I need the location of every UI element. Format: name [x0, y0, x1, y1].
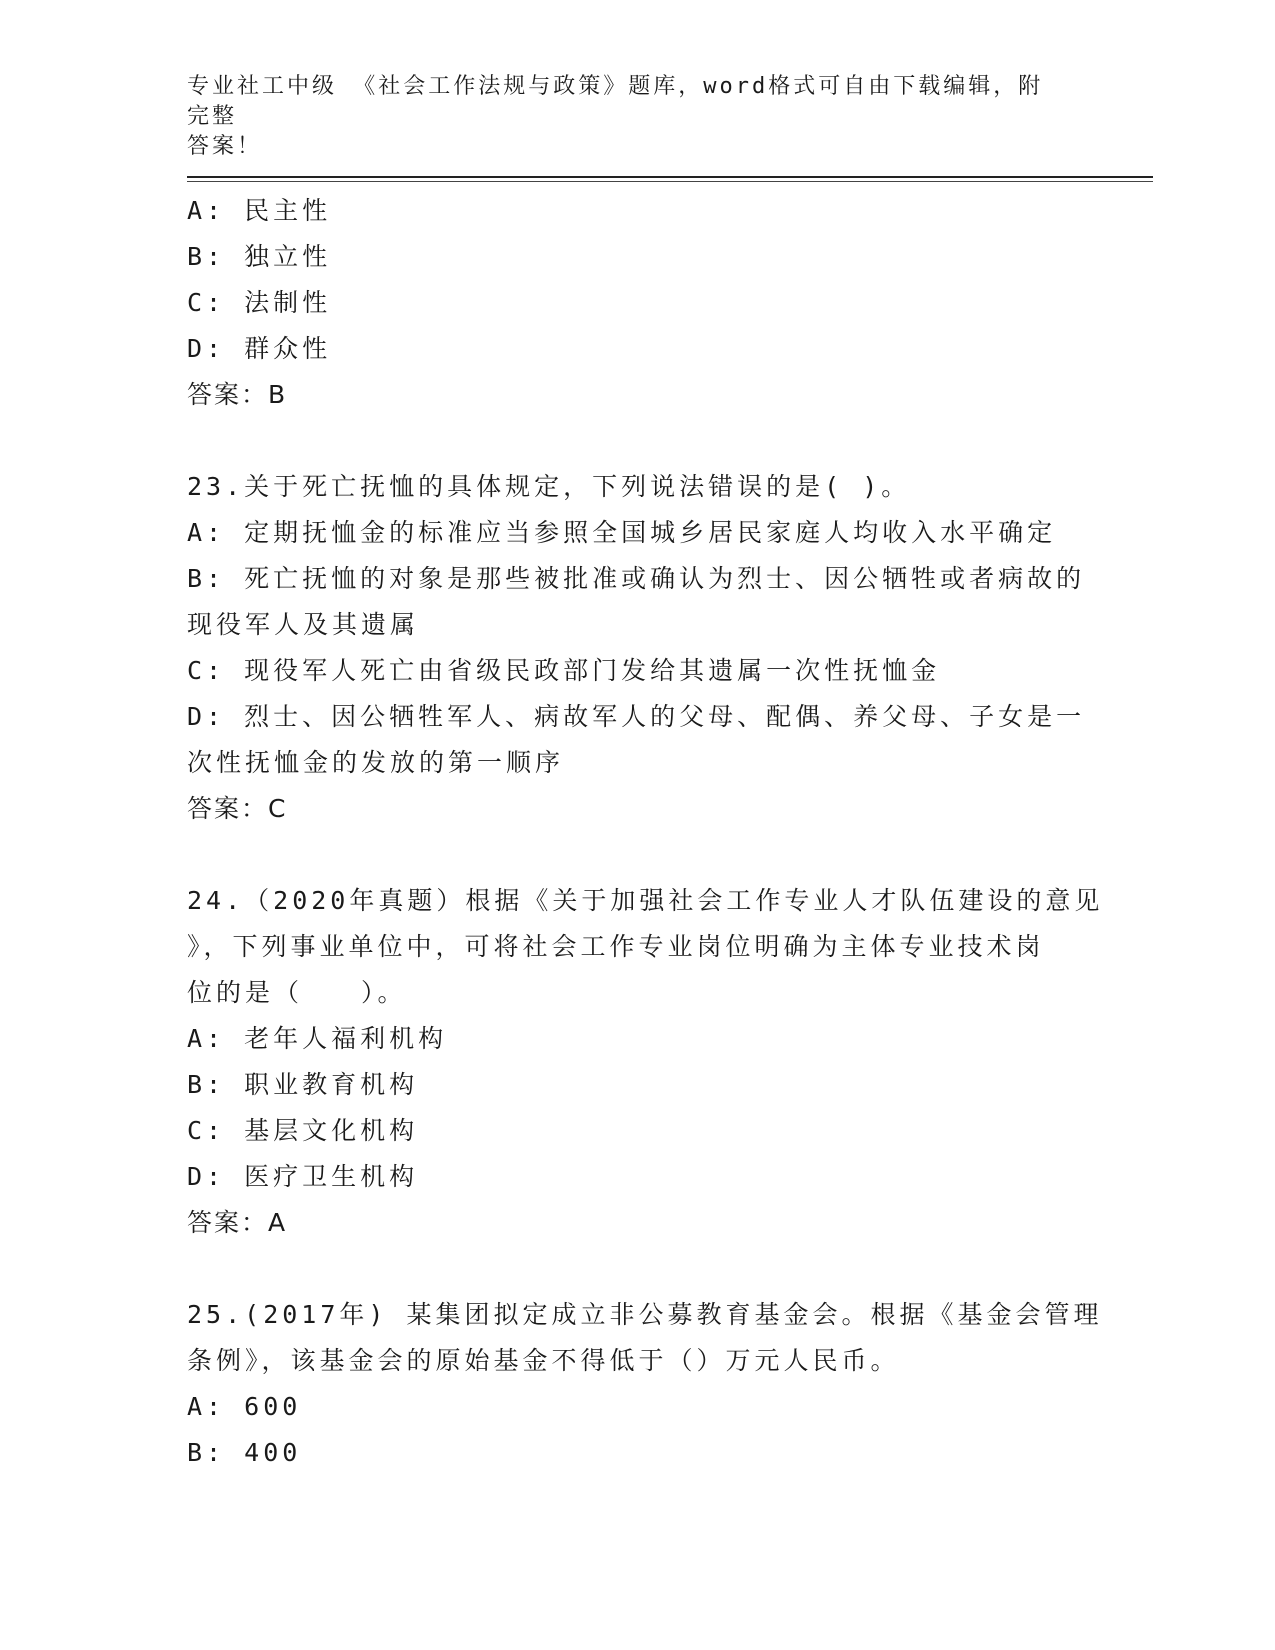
option-a: A: 600	[187, 1392, 302, 1421]
option-c: C: 基层文化机构	[187, 1116, 419, 1145]
option-b: B: 职业教育机构	[187, 1070, 419, 1099]
option-a: A: 民主性	[187, 196, 332, 225]
answer-line: 答案：A	[187, 1208, 288, 1237]
option-c: C: 现役军人死亡由省级民政部门发给其遗属一次性抚恤金	[187, 656, 941, 685]
option-d: D: 医疗卫生机构	[187, 1162, 419, 1191]
question-stem-line-1: 25.(2017年) 某集团拟定成立非公募教育基金会。根据《基金会管理	[187, 1300, 1103, 1329]
question-stem-line-3: 位的是（ ）。	[187, 978, 407, 1007]
question-stem-line-2: 》，下列事业单位中，可将社会工作专业岗位明确为主体专业技术岗	[187, 932, 1045, 961]
header-line-2: 答案！	[187, 134, 263, 159]
answer-line: 答案：B	[187, 380, 288, 409]
option-b: B: 死亡抚恤的对象是那些被批准或确认为烈士、因公牺牲或者病故的	[187, 564, 1086, 593]
option-c: C: 法制性	[187, 288, 332, 317]
option-a: A: 老年人福利机构	[187, 1024, 448, 1053]
question-stem-line-1: 24.（2020年真题）根据《关于加强社会工作专业人才队伍建设的意见	[187, 886, 1104, 915]
option-d: D: 群众性	[187, 334, 332, 363]
question-25	[187, 1292, 1103, 1476]
spacer	[187, 418, 1087, 464]
question-stem: 23.关于死亡抚恤的具体规定，下列说法错误的是( )。	[187, 472, 911, 501]
option-b-continued: 现役军人及其遗属	[187, 610, 420, 639]
spacer	[187, 1246, 1087, 1292]
header-rule-thick	[187, 176, 1153, 178]
header-rule-thin	[187, 181, 1153, 182]
question-24	[187, 878, 1104, 1246]
option-b: B: 400	[187, 1438, 302, 1467]
document-header	[187, 72, 1067, 162]
answer-line: 答案：C	[187, 794, 288, 823]
option-a: A: 定期抚恤金的标准应当参照全国城乡居民家庭人均收入水平确定	[187, 518, 1057, 547]
question-23	[187, 464, 1087, 832]
header-line-1: 专业社工中级 《社会工作法规与政策》题库，word格式可自由下载编辑，附完整	[187, 74, 1044, 129]
document-body	[187, 188, 1104, 1476]
option-d-continued: 次性抚恤金的发放的第一顺序	[187, 748, 565, 777]
spacer	[187, 832, 1087, 878]
option-d: D: 烈士、因公牺牲军人、病故军人的父母、配偶、养父母、子女是一	[187, 702, 1086, 731]
question-stem-line-2: 条例》，该基金会的原始基金不得低于（）万元人民币。	[187, 1346, 900, 1375]
question-22	[187, 188, 1087, 418]
option-b: B: 独立性	[187, 242, 332, 271]
